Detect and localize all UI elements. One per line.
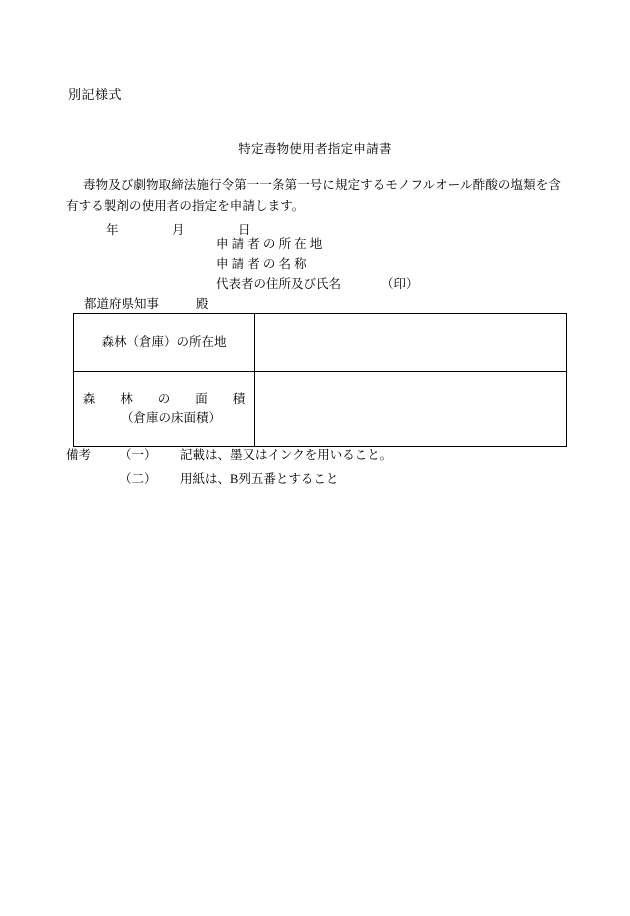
label-text-area-sub: （倉庫の床面積）: [120, 411, 221, 425]
notes-label: 備考: [66, 448, 92, 462]
table-row-label-area: [74, 372, 255, 447]
seal-mark: （印）: [381, 277, 419, 291]
addressee-honorific: 殿: [196, 297, 209, 311]
table-row: [74, 372, 567, 447]
representative-label: 代表者の住所及び氏名: [216, 277, 342, 291]
applicant-address-label: 申 請 者 の 所 在 地: [216, 237, 323, 251]
document-body-text: 毒物及び劇物取締法施行令第一一条第一号に規定するモノフルオール酢酸の塩類を含有する製剤の使用者の指定を申請します。: [66, 178, 561, 213]
applicant-name-row: [216, 254, 341, 274]
notes-item-number-2: （二）: [119, 472, 157, 486]
applicant-address-row: [216, 234, 341, 254]
application-details-table: [73, 313, 567, 447]
notes-item-text-1: 記載は、墨又はインクを用いること。: [180, 448, 393, 462]
applicant-representative-row: [216, 274, 419, 294]
notes-item-text-2: 用紙は、B列五番とすること: [180, 472, 339, 486]
table-row-value-area[interactable]: [255, 372, 567, 447]
table-row-label-location: [74, 314, 255, 372]
label-text-area: 森 林 の 面 積: [82, 392, 246, 406]
label-text-location: 森林（倉庫）の所在地: [101, 335, 227, 349]
table-row: [74, 314, 567, 372]
document-title: 特定毒物使用者指定申請書: [238, 142, 392, 156]
applicant-info-block: [216, 234, 419, 294]
notes-item-number-1: （一）: [119, 448, 157, 462]
addressee-line: [84, 294, 209, 312]
date-month-label: 月: [172, 223, 185, 237]
date-year-label: 年: [106, 223, 119, 237]
date-day-label: 日: [238, 223, 251, 237]
table-row-value-location[interactable]: [255, 314, 567, 372]
addressee-governor-label: 都道府県知事: [84, 297, 160, 311]
form-style-label: 別記様式: [68, 87, 123, 102]
applicant-name-label: 申 請 者 の 名 称: [216, 257, 307, 271]
